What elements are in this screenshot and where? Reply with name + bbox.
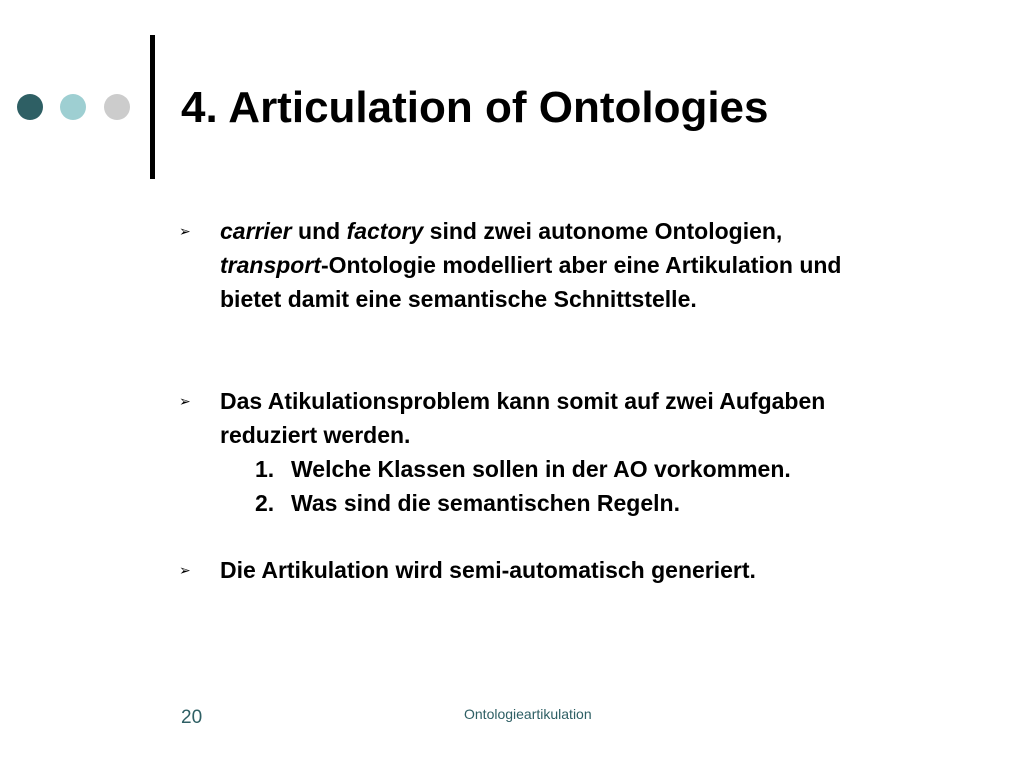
arrow-bullet-icon: ➢ bbox=[179, 393, 191, 409]
term-transport: transport bbox=[220, 252, 321, 278]
bullet-line bbox=[220, 214, 939, 248]
task-item bbox=[255, 486, 939, 520]
bullet-line: Das Atikulationsproblem kann somit auf zwei Aufgaben bbox=[220, 388, 826, 414]
bullet-word: und bbox=[291, 218, 347, 244]
task-item bbox=[255, 452, 939, 486]
term-carrier: carrier bbox=[220, 218, 292, 244]
bullet-text bbox=[220, 214, 939, 316]
footer-title: Ontologieartikulation bbox=[464, 706, 592, 722]
bullet-word: -Ontologie modelliert aber eine Artikulation und bbox=[320, 252, 842, 278]
bullet-line: Die Artikulation wird semi-automatisch generiert. bbox=[220, 557, 756, 583]
bullet-text bbox=[220, 384, 939, 520]
arrow-bullet-icon: ➢ bbox=[179, 562, 191, 578]
bullet-item-ontologies bbox=[179, 214, 939, 316]
bullet-item-problem bbox=[179, 384, 939, 520]
task-number: 1. bbox=[255, 456, 275, 482]
task-text: Was sind die semantischen Regeln. bbox=[291, 490, 680, 516]
task-number: 2. bbox=[255, 490, 275, 516]
task-list bbox=[220, 452, 939, 520]
page-number: 20 bbox=[181, 707, 203, 728]
bullet-line bbox=[220, 248, 939, 282]
decorative-dot-gray bbox=[104, 94, 130, 120]
task-text: Welche Klassen sollen in der AO vorkommen. bbox=[291, 456, 791, 482]
slide-title: 4. Articulation of Ontologies bbox=[181, 83, 769, 132]
bullet-line: reduziert werden. bbox=[220, 422, 411, 448]
bullet-line: bietet damit eine semantische Schnittstelle. bbox=[220, 286, 697, 312]
bullet-word: sind zwei autonome Ontologien, bbox=[423, 218, 783, 244]
arrow-bullet-icon: ➢ bbox=[179, 223, 191, 239]
decorative-dot-dark bbox=[17, 94, 43, 120]
bullet-item-generation bbox=[179, 553, 939, 587]
bullet-text bbox=[220, 553, 939, 587]
title-divider bbox=[150, 35, 155, 179]
decorative-dot-light bbox=[60, 94, 86, 120]
term-factory: factory bbox=[346, 218, 424, 244]
